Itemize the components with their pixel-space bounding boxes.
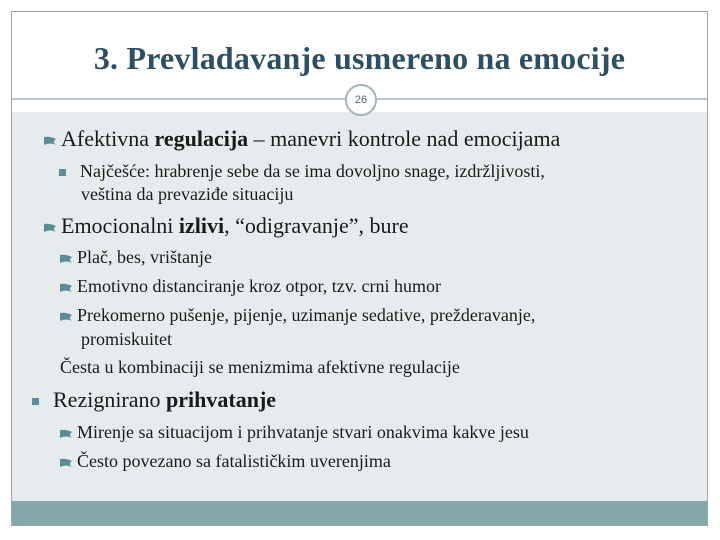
slide-frame — [11, 11, 708, 526]
bullet-izlivi — [44, 213, 409, 239]
rezignirano-prefix: Rezignirano — [53, 387, 167, 412]
flag-bullet-icon — [60, 254, 73, 264]
flag-bullet-icon — [60, 429, 73, 439]
slide-number: 26 — [345, 84, 377, 116]
square-bullet-icon — [32, 398, 39, 405]
izlivi-item-text: Emotivno distanciranje kroz otpor, tzv. crni humor — [77, 276, 442, 296]
izlivi-item-text: Prekomerno pušenje, pijenje, uzimanje sedative, prežderavanje, — [77, 305, 536, 325]
rezignirano-item-text: Često povezano sa fatalističkim uverenjima — [77, 451, 391, 471]
rezignirano-item-1 — [60, 422, 529, 443]
flag-bullet-icon — [44, 223, 57, 233]
afektivna-sub1 — [59, 161, 545, 182]
rezignirano-bold: prihvatanje — [166, 387, 277, 412]
izlivi-item-1 — [60, 247, 212, 268]
flag-bullet-icon — [60, 283, 73, 293]
rezignirano-item-2 — [60, 451, 391, 472]
izlivi-item3-cont-text: promiskuitet — [81, 329, 172, 349]
izlivi-prefix: Emocionalni — [61, 213, 179, 238]
afektivna-suffix: – manevri kontrole nad emocijama — [248, 126, 561, 151]
izlivi-bold: izlivi — [178, 213, 225, 238]
rezignirano-item-text: Mirenje sa situacijom i prihvatanje stvari onakvima kakve jesu — [77, 422, 529, 442]
izlivi-item-3 — [60, 305, 535, 326]
flag-bullet-icon — [60, 312, 73, 322]
slide-title: 3. Prevladavanje usmereno na emocije — [93, 40, 626, 76]
izlivi-item-3-cont — [81, 329, 172, 350]
izlivi-note-text: Česta u kombinaciji se menizmima afektivne regulacije — [60, 357, 460, 377]
izlivi-note — [60, 357, 460, 378]
izlivi-item-text: Plač, bes, vrištanje — [77, 247, 212, 267]
bullet-rezignirano — [32, 387, 276, 413]
izlivi-item-2 — [60, 276, 441, 297]
footer-band — [12, 501, 707, 525]
flag-bullet-icon — [60, 458, 73, 468]
afektivna-sub1-line1: Najčešće: hrabrenje sebe da se ima dovoljno snage, izdržljivosti, — [80, 161, 545, 181]
bullet-afektivna — [44, 126, 560, 152]
afektivna-prefix: Afektivna — [61, 126, 155, 151]
afektivna-sub1-cont — [81, 184, 293, 205]
square-bullet-icon — [59, 169, 66, 176]
flag-bullet-icon — [44, 136, 57, 146]
afektivna-bold: regulacija — [154, 126, 249, 151]
izlivi-suffix: , “odigravanje”, bure — [224, 213, 409, 238]
afektivna-sub1-line2: veština da prevaziđe situaciju — [81, 184, 294, 204]
